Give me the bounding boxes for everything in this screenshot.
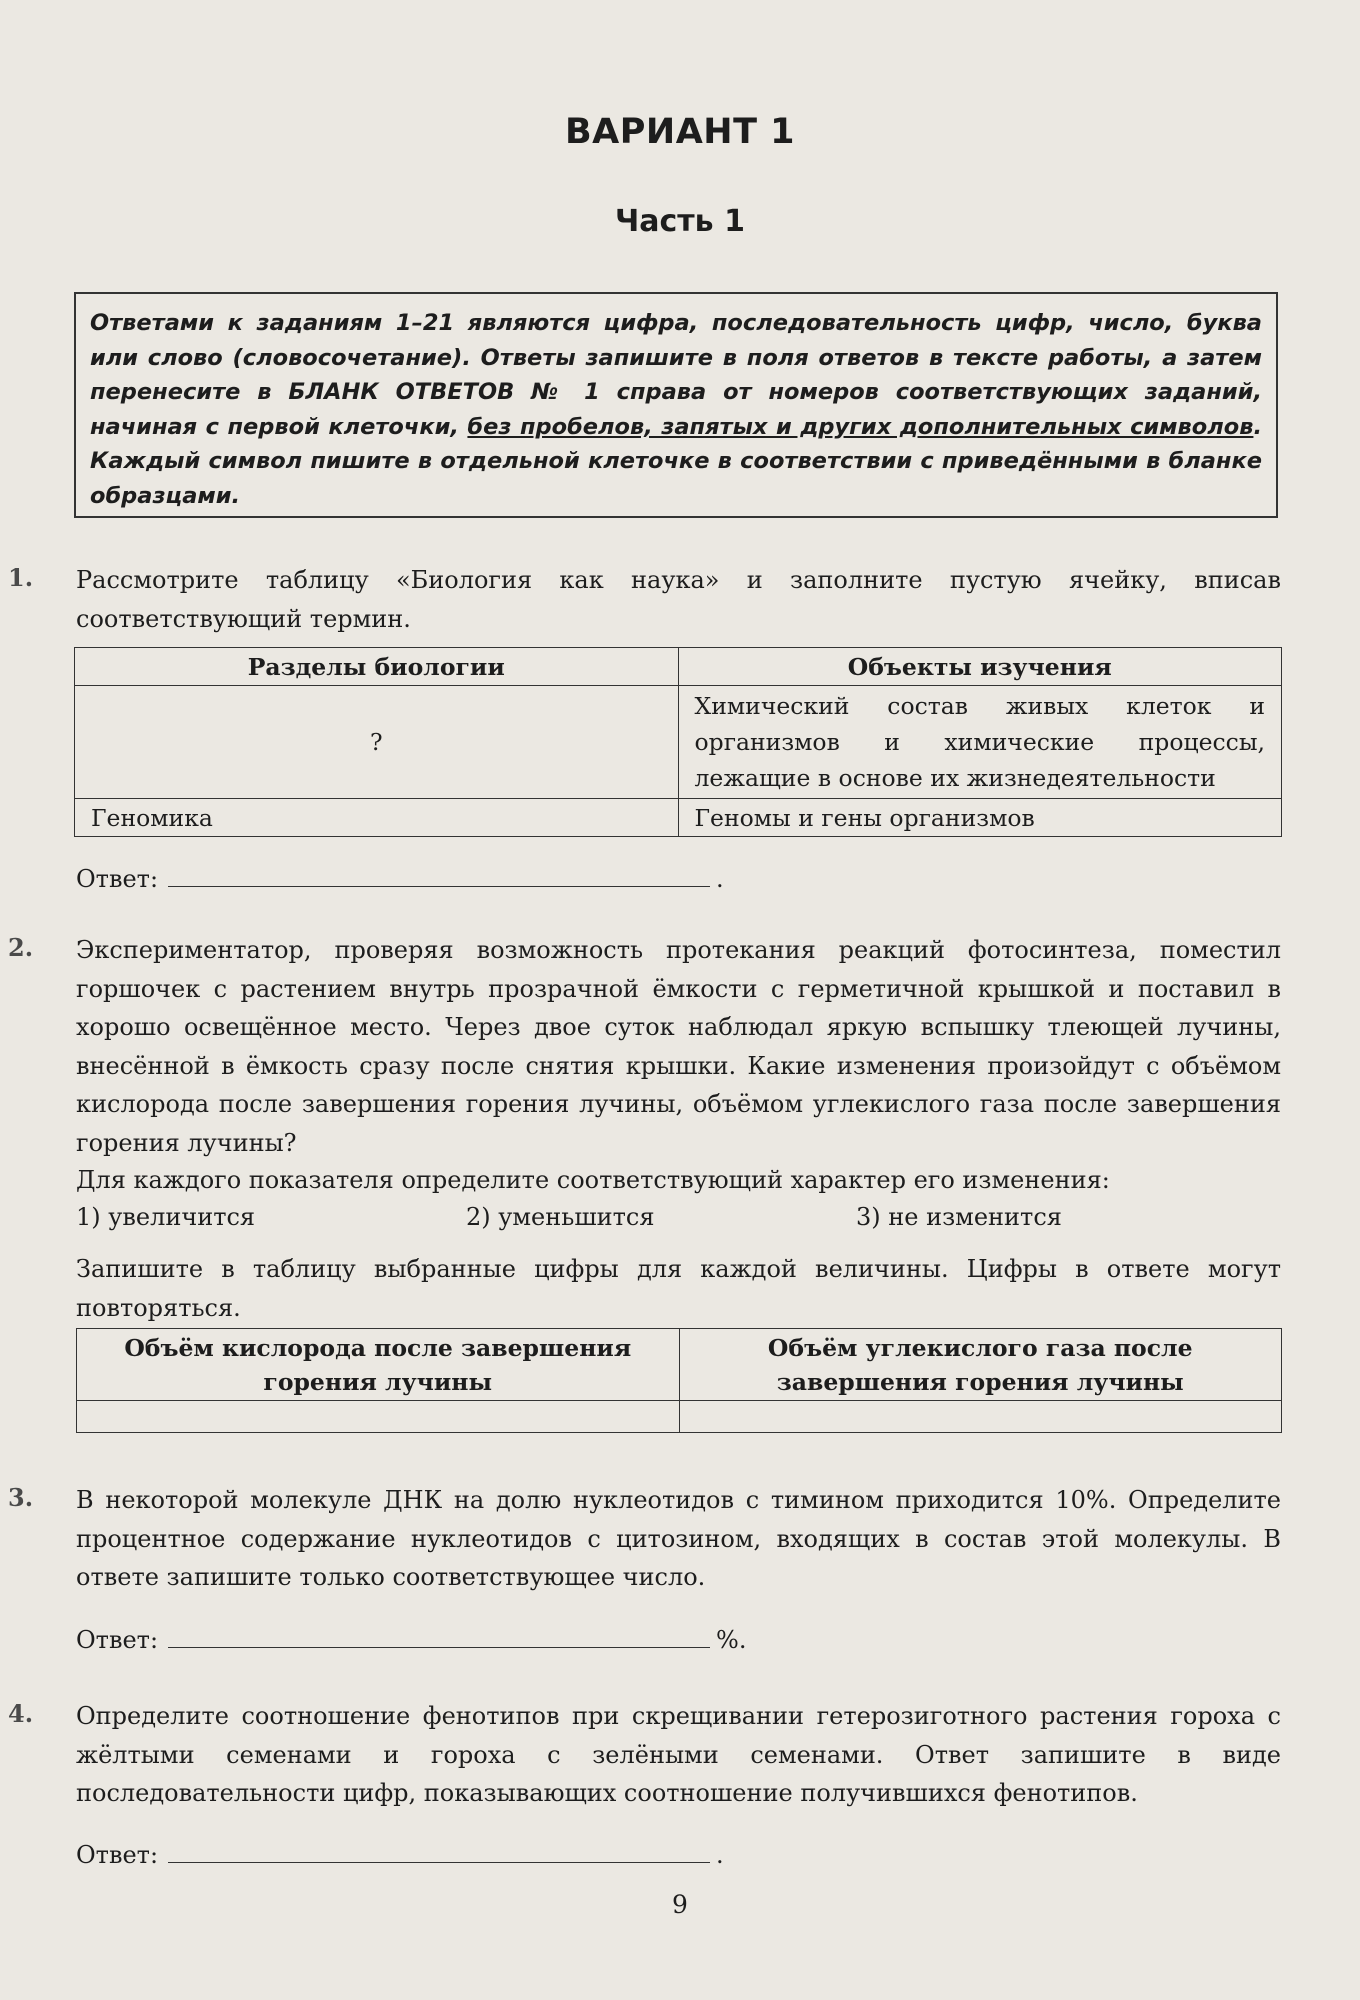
task-3-text: В некоторой молекуле ДНК на долю нуклеотидов с тимином приходится 10%. Определите процентное содержание нуклеотидов с цитозином, входящих в состав этой молекулы. В ответе запишите только соответствующее число. [76, 1486, 1281, 1591]
task-1-missing-cell[interactable]: ? [75, 686, 679, 799]
task-1-answer-label: Ответ: [76, 865, 159, 893]
task-2-option-3: 3) не изменится [856, 1203, 1062, 1231]
instructions-box [74, 292, 1278, 518]
task-2-col1-header: Объём кислорода после завершения горения лучины [77, 1329, 680, 1401]
variant-title: ВАРИАНТ 1 [564, 112, 795, 152]
task-2-text: Экспериментатор, проверяя возможность протекания реакций фотосинтеза, поместил горшочек с растением внутрь прозрачной ёмкости с герметичной крышкой и поставил в хорошо освещённое место. Через двое суток наблюдал яркую вспышку тлеющей лучины, внесённой в ёмкость сразу после снятия крышки. Какие изменения произойдут с объёмом кислорода после завершения горения лучины, объёмом углекислого газа после завершения горения лучины? [76, 936, 1281, 1157]
task-1-answer-field[interactable] [168, 862, 710, 887]
task-3-answer-field[interactable] [168, 1623, 710, 1648]
task-4-answer-field[interactable] [168, 1838, 710, 1863]
task-4-text: Определите соотношение фенотипов при скрещивании гетерозиготного растения гороха с жёлтыми семенами и гороха с зелёными семенами. Ответ запишите в виде последовательности цифр, показывающих соотношение получившихся фенотипов. [76, 1702, 1281, 1807]
task-3-answer-suffix: %. [716, 1626, 747, 1654]
task-2-answer-cell-2[interactable] [679, 1401, 1282, 1433]
task-1-answer-suffix: . [716, 865, 724, 893]
task-2-option-2: 2) уменьшится [466, 1203, 655, 1231]
task-1-row1-object: Химический состав живых клеток и организмов и химические процессы, лежащие в основе их жизнедеятельности [678, 686, 1282, 799]
task-2-col2-header: Объём углекислого газа после завершения горения лучины [679, 1329, 1282, 1401]
task-3-answer [76, 1623, 746, 1654]
task-2-table [76, 1328, 1282, 1433]
task-4-answer [76, 1838, 724, 1869]
task-1-col2-header: Объекты изучения [678, 648, 1282, 686]
task-4-answer-suffix: . [716, 1841, 724, 1869]
instructions-text-1: Ответами к заданиям 1–21 являются цифра, последовательность цифр, число, буква или слово (словосочетание). Ответы запишите в поля ответов в тексте работы, а затем перенесите в БЛАНК ОТВЕТОВ № 1 справа от номеров соответствующих заданий, начиная с первой клеточки, [90, 310, 1262, 440]
task-1-text: Рассмотрите таблицу «Биология как наука» и заполните пустую ячейку, вписав соответствующий термин. [76, 566, 1281, 633]
task-2-option-1: 1) увеличится [76, 1203, 256, 1231]
task-2-number: 2. [8, 933, 34, 962]
task-1-number: 1. [8, 563, 34, 592]
task-3-answer-label: Ответ: [76, 1626, 159, 1654]
instructions-underlined: без пробелов, запятых и других дополнительных символов [467, 413, 1254, 440]
part-title: Часть 1 [615, 204, 745, 239]
task-2-answer-cell-1[interactable] [77, 1401, 680, 1433]
task-1-col1-header: Разделы биологии [75, 648, 679, 686]
instructions-text-2: . Каждый символ пишите в отдельной клеточке в соответствии с приведёнными в бланке образцами. [90, 413, 1262, 509]
task-1-answer [76, 862, 724, 893]
task-1-table [74, 647, 1282, 837]
task-4-number: 4. [8, 1699, 34, 1728]
task-4-answer-label: Ответ: [76, 1841, 159, 1869]
task-1-row2-object: Геномы и гены организмов [678, 799, 1282, 837]
task-3-number: 3. [8, 1483, 34, 1512]
page-number: 9 [672, 1890, 688, 1919]
task-2-note: Запишите в таблицу выбранные цифры для каждой величины. Цифры в ответе могут повторяться. [76, 1255, 1281, 1322]
task-1-row2-section: Геномика [75, 799, 679, 837]
task-2-prompt: Для каждого показателя определите соответствующий характер его изменения: [76, 1166, 1110, 1194]
